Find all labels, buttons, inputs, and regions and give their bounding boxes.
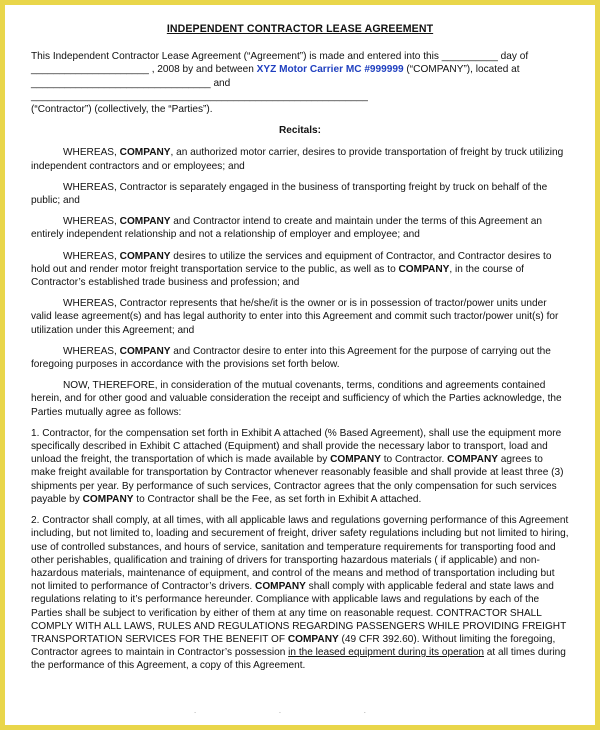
page-footer-marks: · · ·: [193, 707, 407, 717]
recital-text: WHEREAS,: [63, 345, 120, 357]
recital-2: WHEREAS, Contractor is separately engaged in the business of transporting freight by truck on behalf of the public; and: [31, 181, 548, 207]
clause-text: 2. Contractor shall comply, at all times, with all applicable laws and regulations governing performance of this Agreement including, but not limited to, loading and securement of freight, driver safety regulations including but not limited to hiring, use of controlled substances, and hours of service, sanitation and temperature requirements for transporting food and other perishables, qualification and training of drivers for transporting hazardous materials ( if applicable) and non-hazardous materials, maintenance of equipment, and control of the means and method of transportation including but not limited to performance of Contractor’s drivers.: [31, 515, 569, 593]
company-term: COMPANY: [119, 345, 171, 357]
recital-text: and Contractor intend to create and maintain under the terms of this Agreement an entirely independent relationship and not a relationship of employer and employee; and: [31, 216, 542, 241]
company-term: COMPANY: [119, 147, 171, 159]
intro-line-2-start: _____________________ , 2008 by and between: [31, 64, 257, 76]
recital-6: [31, 345, 569, 371]
document-page: [5, 5, 595, 725]
clause-text: to Contractor.: [380, 454, 448, 466]
clause-text: to Contractor shall be the Fee, as set forth in Exhibit A attached.: [133, 493, 422, 505]
company-term: COMPANY: [119, 250, 171, 262]
recital-1: [31, 146, 569, 172]
recital-5: WHEREAS, Contractor represents that he/she/it is the owner or is in possession of tractor/power units under valid lease agreement(s) and has legal authority to enter into this Agreement and commit such tractor/power unit(s) for utilization under this Agreement; and: [31, 298, 559, 336]
carrier-name: XYZ Motor Carrier MC #999999: [256, 64, 404, 76]
recital-text: WHEREAS,: [63, 147, 120, 159]
company-term: COMPANY: [119, 216, 171, 228]
recital-text: , in the course of Contractor’s established trade business and profession; and: [31, 263, 524, 289]
recital-4: [31, 250, 569, 290]
intro-line-1: This Independent Contractor Lease Agreement (“Agreement”) is made and entered into this __________ day of: [31, 51, 529, 63]
clause-text: at all times during the performance of this Agreement, a copy of this Agreement.: [31, 647, 566, 672]
company-term: COMPANY: [330, 454, 381, 466]
company-term: COMPANY: [398, 263, 450, 275]
recitals-heading: Recitals:: [278, 125, 322, 137]
recital-text: WHEREAS,: [63, 216, 120, 228]
intro-line-3: ________________________________ and ____________________________________________________________: [31, 77, 368, 102]
document-title: INDEPENDENT CONTRACTOR LEASE AGREEMENT: [166, 23, 434, 35]
clause-text: (49 CFR 392.60). Without limiting the foregoing, Contractor agrees to maintain in Contractor’s possession: [31, 633, 556, 659]
recital-text: , an authorized motor carrier, desires to provide transportation of freight by truck utilizing independent contractors and or employees; and: [31, 147, 564, 172]
company-term: COMPANY: [82, 493, 134, 505]
recital-3: [31, 215, 569, 241]
clause-text: agrees to make freight available for transportation by Contractor whenever reasonably feasible and shall provide at least three (3) shipments per year. By performance of such services, Contractor agrees that the only compensation for such services payable by: [31, 454, 564, 505]
intro-paragraph: [31, 50, 569, 116]
intro-line-4: (“Contractor”) (collectively, the “Parties”).: [31, 104, 213, 116]
clause-text: 1. Contractor, for the compensation set forth in Exhibit A attached (% Based Agreement), shall use the equipment more specifically described in Exhibit C attached (Equipment) and shall provide the necessary labor to transport, load and unload the freight, the transportation of which is made available by: [31, 427, 562, 466]
recital-text: WHEREAS,: [63, 250, 120, 262]
clause-text: shall comply with applicable federal and state laws and regulations relating to it’s performance hereunder. Compliance with applicable laws and regulations by each of the Parties shall be subject to verification by either of them at any time on reasonable request. CONTRACTOR SHALL COMPLY WITH ALL LAWS, RULES AND REGULATIONS REGARDING PASSENGERS WHILE PROVIDING FREIGHT TRANSPORTATION SERVICES FOR THE BENEFIT OF: [31, 581, 567, 645]
underlined-phrase: in the leased equipment during its operation: [288, 647, 484, 659]
company-term: COMPANY: [255, 581, 306, 593]
recital-text: and Contractor desire to enter into this Agreement for the purpose of carrying out the foregoing purposes in accordance with the provisions set forth below.: [31, 345, 551, 371]
company-term: COMPANY: [447, 454, 498, 466]
recital-text: desires to utilize the services and equipment of Contractor, and Contractor desires to hold out and render motor freight transportation service to the public, as well as to: [31, 250, 552, 275]
clause-2: [31, 514, 569, 672]
company-term: COMPANY: [287, 633, 339, 645]
intro-line-2-end: (“COMPANY”), located at: [403, 64, 520, 76]
clause-1: [31, 427, 569, 506]
recital-now-therefore: NOW, THEREFORE, in consideration of the mutual covenants, terms, conditions and agreements contained herein, and for other good and valuable consideration the receipt and sufficiency of which the Parties acknowledge, the Parties mutually agree as follows:: [31, 380, 562, 418]
